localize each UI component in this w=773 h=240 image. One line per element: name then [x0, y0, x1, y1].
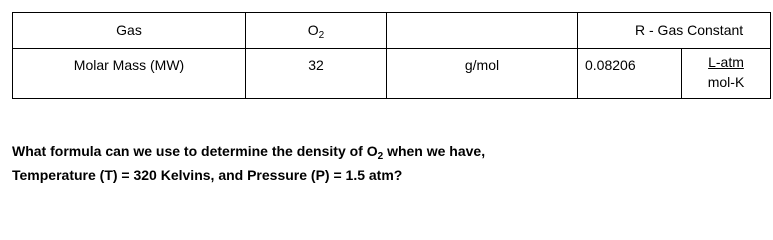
gas-properties-table: [12, 12, 771, 99]
question-line-2: Temperature (T) = 320 Kelvins, and Pressure (P) = 1.5 atm?: [12, 167, 403, 183]
blank-header-cell: [387, 13, 578, 49]
molar-mass-label-cell: [13, 49, 246, 99]
molar-mass-value-cell: [246, 49, 387, 99]
molar-mass-value: 32: [308, 57, 324, 73]
gas-symbol-subscript: 2: [318, 30, 325, 41]
question-line-1-subscript: 2: [377, 151, 384, 162]
question-text: [12, 139, 485, 187]
gas-label: Gas: [116, 22, 142, 38]
gas-constant-unit-denominator: mol-K: [707, 74, 745, 90]
question-line-1-suffix: when we have,: [383, 143, 486, 159]
gas-label-cell: [13, 13, 246, 49]
molar-mass-unit: g/mol: [464, 57, 500, 73]
question-line-1: [12, 139, 485, 163]
gas-constant-value-cell: [578, 49, 682, 99]
gas-constant-unit-numerator: L-atm: [708, 54, 744, 70]
gas-symbol-cell: [246, 13, 387, 49]
table-data-row: [13, 49, 771, 99]
table-header-row: [13, 13, 771, 49]
gas-symbol: O: [307, 22, 319, 38]
question-line-1-prefix: What formula can we use to determine the density of O: [12, 143, 378, 159]
molar-mass-label: Molar Mass (MW): [73, 57, 185, 73]
gas-constant-unit-cell: [682, 49, 771, 99]
gas-constant-label-cell: [578, 13, 771, 49]
gas-constant-value: 0.08206: [585, 57, 636, 73]
molar-mass-unit-cell: [387, 49, 578, 99]
gas-constant-label: R - Gas Constant: [635, 22, 744, 38]
